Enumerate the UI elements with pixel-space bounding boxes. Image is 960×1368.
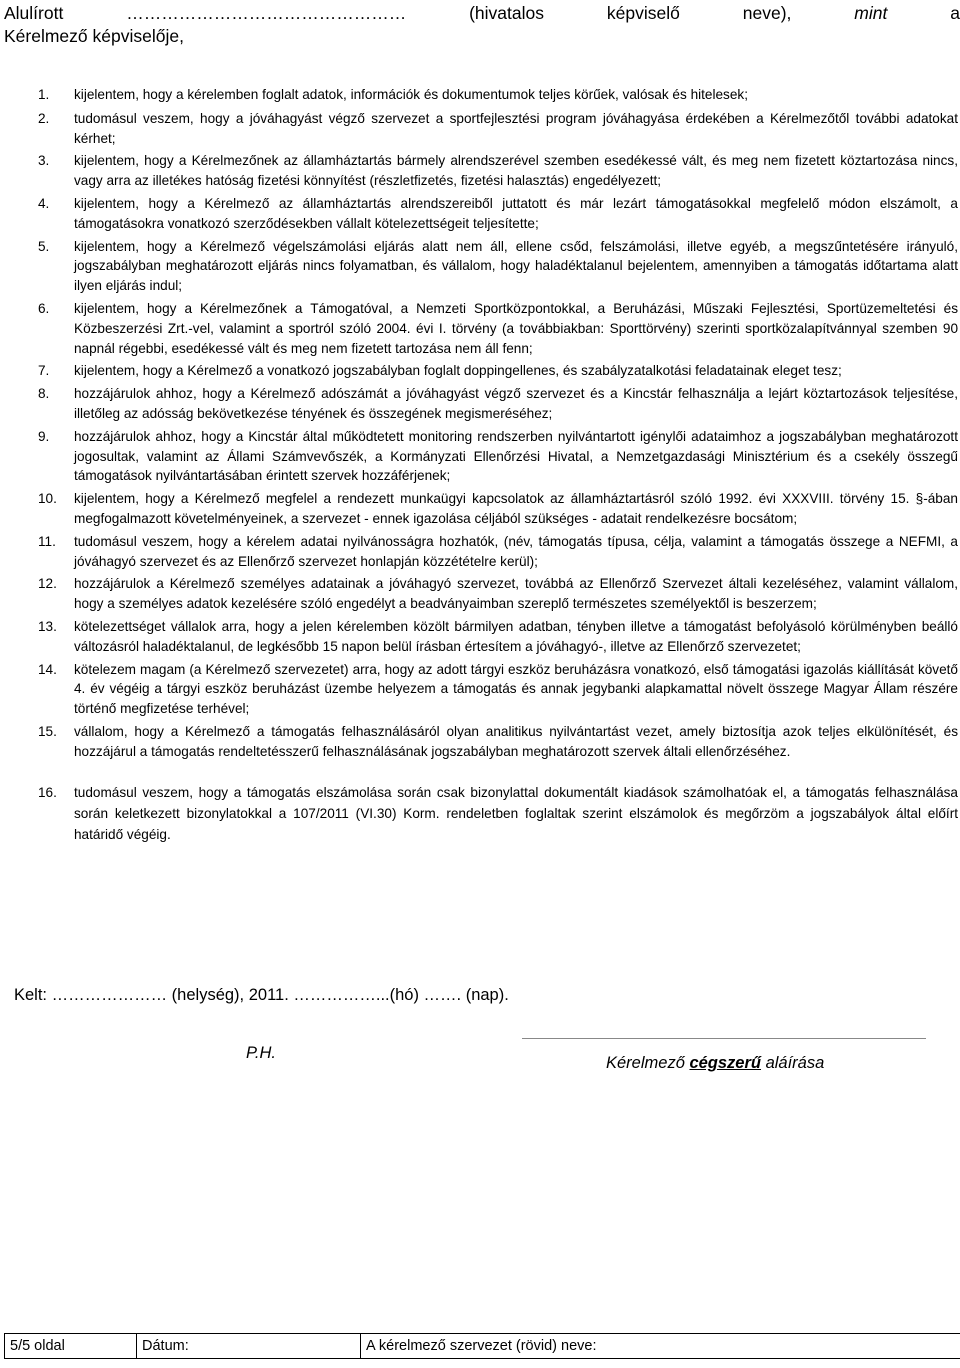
item-text: tudomásul veszem, hogy a támogatás elszámolása során csak bizonylattal dokumentált kiadások számolhatóak el, a támogatás felhasználása során keletkezett bizonylatokkal a 107/2011 (VI.30) Korm. rendeletben foglaltak szerint elszámolok és megőrzöm a jogszabályok által előírt határidő végéig. <box>74 784 958 842</box>
item-number: 10. <box>38 491 57 507</box>
declaration-item <box>0 489 960 529</box>
declaration-item <box>0 722 960 762</box>
footer-page-number: 5/5 oldal <box>5 1334 137 1358</box>
declaration-list <box>0 85 960 845</box>
declaration-header <box>4 2 960 48</box>
declaration-item <box>0 427 960 486</box>
declaration-item <box>0 109 960 149</box>
item-text: kijelentem, hogy a Kérelmező végelszámolási eljárás alatt nem áll, ellene csőd, felszámolási, illetve egyéb, a megszűntetésére irányuló, jogszabályban meghatározott eljárás nincs folyamatban, és vállalom, hogy haladéktalanul bejelentem, amennyiben a támogatás időtartama alatt ilyen eljárás indul; <box>74 238 958 294</box>
declaration-item <box>0 384 960 424</box>
declaration-item <box>0 617 960 657</box>
item-number: 1. <box>38 87 50 102</box>
item-number: 13. <box>38 618 57 634</box>
declaration-item <box>0 361 960 381</box>
header-word-neve: neve), <box>742 3 792 23</box>
header-line-1 <box>4 2 960 25</box>
header-word-hivatalos: (hivatalos <box>469 3 545 23</box>
signature-caption <box>606 1054 824 1073</box>
item-text: hozzájárulok ahhoz, hogy a Kincstár által működtetett monitoring rendszerben nyilvántartott igénylői adataimhoz a jogszabályban meghatározott jogosultak, valamint az Állami Számvevőszék, a Kormányzati Ellenőrzési Hivatal, a Nemzetgazdasági Minisztérium és a csekély összegű támogatások nyilvántartásában érintett szervek hozzáférjenek; <box>74 428 958 484</box>
item-text: kötelezem magam (a Kérelmező szervezetet) arra, hogy az adott tárgyi eszköz beruházásra vonatkozó, első támogatási igazolás kiállítását követő 4. év végéig a tárgyi eszköz beruházást üzembe helyezem a támogatás és annak jegybanki alapkamattal növelt összege Magyar Állam részére történő megfizetése terhével; <box>74 661 958 717</box>
item-number: 6. <box>38 300 50 316</box>
declaration-item <box>0 532 960 572</box>
declaration-item <box>0 85 960 105</box>
item-number: 4. <box>38 195 50 211</box>
stamp-placeholder: P.H. <box>246 1044 276 1062</box>
item-text: kijelentem, hogy a kérelemben foglalt adatok, információk és dokumentumok teljes körűek, valósak és hitelesek; <box>74 87 748 102</box>
item-text: vállalom, hogy a Kérelmező a támogatás felhasználásáról olyan analitikus nyilvántartást vezet, amely biztosítja azok teljes elkülönítését, és hozzájárul a támogatás rendeltetésszerű felhasználásának jogszabályban meghatározott szervek általi ellenőrzéséhez. <box>74 723 958 759</box>
declaration-item <box>0 574 960 614</box>
declaration-item <box>0 194 960 234</box>
signature-caption-pre: Kérelmező <box>606 1054 690 1072</box>
signature-line <box>522 1038 926 1039</box>
item-text: kijelentem, hogy a Kérelmező a vonatkozó jogszabályban foglalt doppingellenes, és szabályzatalkotási feladatainak eleget tesz; <box>74 363 842 379</box>
item-text: tudomásul veszem, hogy a jóváhagyást végző szervezet a sportfejlesztési program jóváhagyása érdekében a Kérelmezőtől további adatokat kérhet; <box>74 110 958 146</box>
signature-caption-post: aláírása <box>761 1054 825 1072</box>
item-text: kijelentem, hogy a Kérelmezőnek az államháztartás bármely alrendszerével szemben esedékessé vált, és meg nem fizetett köztartozása nincs, vagy arra az illetékes hatóság fizetési könnyítést (részletfizetés, fizetési halasztás) engedélyezett; <box>74 153 958 189</box>
header-word-alulirott: Alulírott <box>4 3 64 23</box>
footer-date-label: Dátum: <box>137 1334 361 1358</box>
item-number: 14. <box>38 661 57 677</box>
declaration-item <box>0 660 960 719</box>
header-line-2: Kérelmező képviselője, <box>4 26 184 46</box>
item-number: 2. <box>38 110 50 126</box>
item-text: kötelezettséget vállalok arra, hogy a jelen kérelemben közölt bármilyen adatban, tényben illetve a támogatást befolyásoló körülményben beálló változásról haladéktalanul, de legkésőbb 15 napon belül írásban értesítem a jóváhagyó-, illetve az Ellenőrző szervezetet; <box>74 618 958 654</box>
signature-caption-bold: cégszerű <box>689 1054 761 1072</box>
item-text: tudomásul veszem, hogy a kérelem adatai nyilvánosságra hozhatók, (név, támogatás típusa, célja, valamint a támogatás összege a NEFMI, a jóváhagyó szervezet és az Ellenőrző szervezet honlapján közzétételre kerül); <box>74 533 958 569</box>
item-number: 9. <box>38 428 50 444</box>
declaration-item <box>0 782 960 845</box>
item-text: hozzájárulok ahhoz, hogy a Kérelmező adószámát a jóváhagyást végző szervezet és a Kincstár felhasználja a lejárt köztartozások teljesítése, illetőleg az adósság bekövetkezése tényének és összegének megismeréséhez; <box>74 386 958 421</box>
item-text: hozzájárulok a Kérelmező személyes adatainak a jóváhagyó szervezet, továbbá az Ellenőrző Szervezet általi kezeléséhez, valamint vállalom, hogy a személyes adatok kezelésére szóló engedélyt a beadványaimban szereplő természetes személyektől is beszerzem; <box>74 576 958 612</box>
declaration-item <box>0 237 960 296</box>
item-number: 8. <box>38 386 50 402</box>
declaration-item <box>0 299 960 358</box>
header-word-mint: mint <box>854 3 888 23</box>
item-number: 15. <box>38 723 57 739</box>
item-text: kijelentem, hogy a Kérelmező megfelel a rendezett munkaügyi kapcsolatok az államháztartásról szóló 1992. évi XXXVIII. törvény 15. §-ában megfogalmazott követelményeinek, a szervezet - ennek igazolása céljából szükséges - adatait rendelkezésre bocsátom; <box>74 491 958 526</box>
item-number: 12. <box>38 576 57 592</box>
footer-table <box>4 1333 960 1359</box>
header-word-a: a <box>950 3 960 23</box>
header-word-kepviselo: képviselő <box>606 3 680 23</box>
item-number: 3. <box>38 153 50 169</box>
item-number: 7. <box>38 363 50 379</box>
footer-applicant-name-label: A kérelmező szervezet (rövid) neve: <box>366 1338 597 1354</box>
item-number: 5. <box>38 238 50 254</box>
item-text: kijelentem, hogy a Kérelmezőnek a Támogatóval, a Nemzeti Sportközpontokkal, a Beruházási, Műszaki Fejlesztési, Sportüzemeltetési és Közbeszerzési Zrt.-vel, valamint a sportról szóló 2004. évi I. törvény (a továbbiakban: Sporttörvény) szerinti sportközalapítvánnyal szemben 90 napnál régebbi, esedékessé vált és meg nem fizetett tartozása nem áll fenn; <box>74 300 958 356</box>
item-text: kijelentem, hogy a Kérelmező az államháztartás alrendszereiből juttatott és már lezárt támogatásokkal megfelelő módon elszámolt, a támogatásokra vonatkozó szerződésekben vállalt kötelezettségeit teljesítette; <box>74 195 958 231</box>
header-name-placeholder: ………………………………………… <box>126 3 407 23</box>
item-number: 11. <box>38 533 56 549</box>
item-number: 16. <box>38 784 57 800</box>
declaration-item <box>0 151 960 191</box>
date-place-line: Kelt: ………………… (helység), 2011. ……………...(hó) ……. (nap). <box>14 986 509 1004</box>
